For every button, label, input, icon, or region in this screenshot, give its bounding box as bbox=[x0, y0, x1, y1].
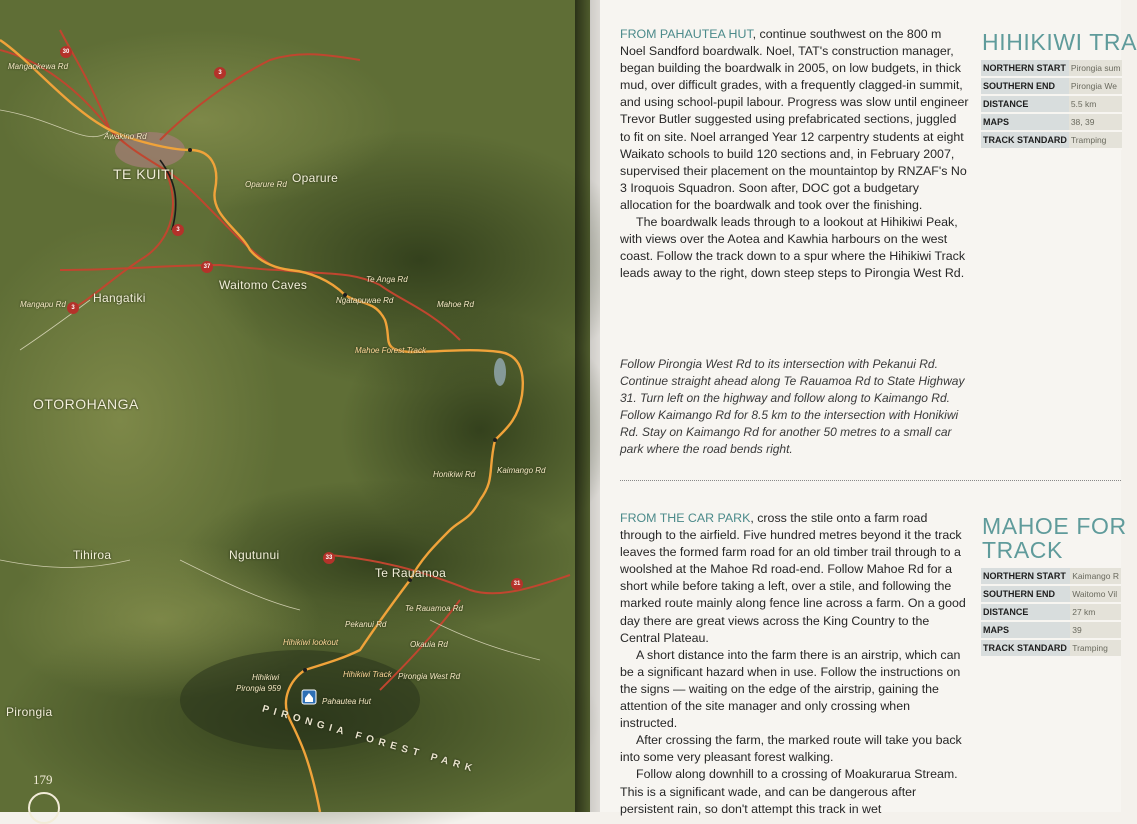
text-page bbox=[600, 0, 1137, 816]
hihikiwi-info-table bbox=[981, 60, 1122, 150]
table-row: TRACK STANDARD Tramping bbox=[981, 131, 1122, 149]
town-oparure: Oparure bbox=[292, 171, 339, 185]
road-label-awakino: Awakino Rd bbox=[104, 132, 147, 141]
road-label-mahoe: Mahoe Rd bbox=[437, 300, 474, 309]
table-row: DISTANCE 27 km bbox=[981, 603, 1121, 621]
track-label-hihikiwi: Hihikiwi Track bbox=[343, 670, 392, 679]
lead-in-pahautea: FROM PAHAUTEA HUT bbox=[620, 27, 753, 41]
road-label-mangapu: Mangapu Rd bbox=[20, 300, 66, 309]
town-ngutunui: Ngutunui bbox=[229, 548, 280, 562]
table-row: SOUTHERN END Pirongia We bbox=[981, 77, 1122, 95]
track-label-lookout: Hihikiwi lookout bbox=[283, 638, 339, 647]
park-label: PIRONGIA FOREST PARK bbox=[260, 703, 478, 776]
paragraph-pahautea: FROM PAHAUTEA HUT, continue southwest on the 800 m Noel Sandford boardwalk. Noel, TAT's construction manager, began building the boardwalk in 2005, on low budgets, in thick mud, over difficult grades, with a frequently clagged-in summit, and using school-pupil labour. Progress was slow until engineer Trevor Butler suggested using prefabricated sections, juggled to fit on site. Noel arranged Year 12 carpentry students at eight Waikato schools to build 120 sections and, in February 2007, supervised their placement on the mountaintop by RNZAF's No 3 Iroquois Squadron. Soon after, DOC got a budgetary allocation for the boardwalk and took over the finishing. bbox=[620, 27, 969, 212]
mahoe-info-table bbox=[981, 568, 1121, 658]
town-tihiroa: Tihiroa bbox=[73, 548, 112, 562]
hihikiwi-label: Hihikiwi bbox=[252, 673, 280, 682]
road-label-kaimango: Kaimango Rd bbox=[497, 466, 546, 475]
hihikiwi-track-title: HIHIKIWI TRA bbox=[982, 29, 1137, 55]
highway-shield-icon: 33 bbox=[323, 552, 335, 564]
highway-shield-icon: 31 bbox=[511, 578, 523, 590]
paragraph-boardwalk: The boardwalk leads through to a lookout at Hihikiwi Peak, with views over the Aotea and Kawhia harbours on the west coast. Follow the track down to a spur where the Hihikiwi Track leads away to the right, down steep steps to Pirongia West Rd. bbox=[620, 215, 966, 281]
highway-shield-icon: 3 bbox=[172, 224, 184, 236]
highway-shield-icon: 3 bbox=[67, 302, 79, 314]
highway-shield-icon: 37 bbox=[201, 261, 213, 273]
road-label-pekanui: Pekanui Rd bbox=[345, 620, 387, 629]
lead-in-car-park: FROM THE CAR PARK bbox=[620, 511, 751, 525]
highway-shield-icon: 30 bbox=[60, 46, 72, 58]
table-row: MAPS 38, 39 bbox=[981, 113, 1122, 131]
road-label-oparure: Oparure Rd bbox=[245, 180, 287, 189]
road-label-pirongia-west: Pirongia West Rd bbox=[398, 672, 461, 681]
road-label-mangaokewa: Mangaokewa Rd bbox=[8, 62, 69, 71]
hut-icon bbox=[302, 690, 316, 704]
table-row: TRACK STANDARD Tramping bbox=[981, 639, 1121, 657]
paragraph-stream: Follow along downhill to a crossing of Moakurarua Stream. This is a significant wade, and can be dangerous after persistent rain, so don't attempt this track in wet bbox=[620, 767, 958, 816]
section-pahautea bbox=[620, 26, 970, 282]
road-label-te-rauamoa: Te Rauamoa Rd bbox=[405, 604, 463, 613]
mahoe-track-title: MAHOE FOR TRACK bbox=[982, 513, 1127, 563]
road-label-honikiwi: Honikiwi Rd bbox=[433, 470, 476, 479]
table-row: MAPS 39 bbox=[981, 621, 1121, 639]
table-row: NORTHERN START Pirongia sum bbox=[981, 60, 1122, 77]
road-label-okauia: Okauia Rd bbox=[410, 640, 448, 649]
summit-label: Pirongia 959 bbox=[236, 684, 281, 693]
hut-label: Pahautea Hut bbox=[322, 697, 371, 706]
table-row: NORTHERN START Kaimango R bbox=[981, 568, 1121, 585]
paragraph-airstrip: A short distance into the farm there is an airstrip, which can be a significant hazard when in use. Follow the instructions on the signs — waiting on the edge of the airstrip, gaining the attention of the site manager and only crossing when instructed. bbox=[620, 647, 961, 731]
section-divider bbox=[620, 480, 1121, 481]
section-car-park bbox=[620, 510, 970, 818]
compass-icon bbox=[28, 792, 60, 824]
road-label-ngatapuwae: Ngatapuwae Rd bbox=[336, 296, 394, 305]
paragraph-forest: After crossing the farm, the marked route will take you back into some very pleasant forest walking. bbox=[620, 733, 962, 765]
page-number: 179 bbox=[33, 772, 53, 787]
table-row: SOUTHERN END Waitomo Vil bbox=[981, 585, 1121, 603]
road-label-te-anga: Te Anga Rd bbox=[366, 275, 408, 284]
town-te-kuiti: TE KUITI bbox=[113, 166, 175, 182]
road-directions: Follow Pirongia West Rd to its intersection with Pekanui Rd. Continue straight ahead along Te Rauamoa Rd to State Highway 31. Turn left on the highway and follow along to Kaimango Rd. Follow Kaimango Rd for 8.5 km to the intersection with Honikiwi Rd. Stay on Kaimango Rd for another 50 metres to a small car park where the road bends right. bbox=[620, 357, 965, 457]
town-waitomo-caves: Waitomo Caves bbox=[219, 278, 308, 292]
town-te-rauamoa: Te Rauamoa bbox=[375, 566, 447, 580]
town-otorohanga: OTOROHANGA bbox=[33, 396, 139, 412]
highway-shield-icon: 3 bbox=[214, 67, 226, 79]
town-hangatiki: Hangatiki bbox=[93, 291, 146, 305]
town-pirongia: Pirongia bbox=[6, 705, 53, 719]
paragraph-car-park: FROM THE CAR PARK, cross the stile onto a farm road through to the airfield. Five hundred metres beyond it the track leaves the formed farm road for an old timber trail through to a woolshed at the Mahoe Rd road-end. Follow Mahoe Rd for a short while before taking a left, over a stile, and following the marked route mainly along fence line across a farm. On a good day there are great views across the King Country to the Central Plateau. bbox=[620, 511, 966, 645]
track-label-mahoe-forest: Mahoe Forest Track bbox=[355, 346, 426, 355]
table-row: DISTANCE 5.5 km bbox=[981, 95, 1122, 113]
